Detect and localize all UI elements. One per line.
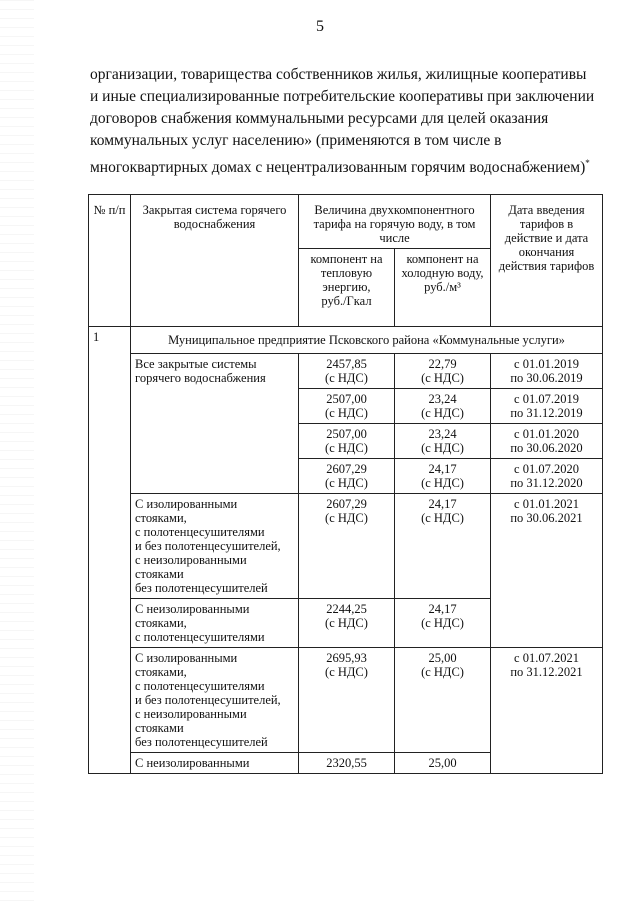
thermal-price: 2507,00 (с НДС): [299, 389, 395, 424]
scan-margin: [0, 0, 34, 905]
system-insulated: С изолированными стояками, с полотенцесушителями и без полотенцесушителей, с неизолированными стояками без полотенцесушителей: [131, 648, 299, 753]
tariff-table: [88, 194, 603, 774]
thermal-price: 2695,93 (с НДС): [299, 648, 395, 753]
system-insulated: С изолированными стояками, с полотенцесушителями и без полотенцесушителей, с неизолированными стояками без полотенцесушителей: [131, 494, 299, 599]
header-dates: Дата введения тарифов в действие и дата окончания действия тарифов: [491, 195, 603, 327]
organization-name: Муниципальное предприятие Псковского района «Коммунальные услуги»: [131, 327, 603, 354]
header-system: Закрытая система горячего водоснабжения: [131, 195, 299, 327]
intro-paragraph: [90, 64, 602, 179]
header-thermal: компонент на тепловую энергию, руб./Гкал: [299, 249, 395, 327]
organization-row: [89, 327, 603, 354]
cold-price: 24,17 (с НДС): [395, 494, 491, 599]
header-cold: компонент на холодную воду, руб./м³: [395, 249, 491, 327]
thermal-price: 2457,85 (с НДС): [299, 354, 395, 389]
intro-line-5: многоквартирных домах с нецентрализованным горячим водоснабжением)*: [90, 158, 590, 177]
footnote-mark: *: [585, 158, 590, 168]
cold-price: 23,24 (с НДС): [395, 389, 491, 424]
intro-line-3: договоров снабжения коммунальными ресурсами для целей оказания: [90, 110, 549, 127]
thermal-price: 2607,29 (с НДС): [299, 459, 395, 494]
page-number: 5: [316, 18, 324, 35]
table-row: [89, 494, 603, 599]
cold-price: 23,24 (с НДС): [395, 424, 491, 459]
system-uninsulated: С неизолированными стояками, с полотенцесушителями: [131, 599, 299, 648]
header-num: № п/п: [89, 195, 131, 327]
table-row: [89, 648, 603, 753]
thermal-price: 2320,55: [299, 753, 395, 774]
cold-price: 24,17 (с НДС): [395, 459, 491, 494]
table-header-row: [89, 195, 603, 249]
date-range: с 01.01.2020 по 30.06.2020: [491, 424, 603, 459]
intro-line-4: коммунальных услуг населению» (применяются в том числе в: [90, 132, 502, 149]
thermal-price: 2607,29 (с НДС): [299, 494, 395, 599]
system-uninsulated: С неизолированными: [131, 753, 299, 774]
cold-price: 22,79 (с НДС): [395, 354, 491, 389]
cold-price: 25,00 (с НДС): [395, 648, 491, 753]
intro-line-2: и иные специализированные потребительские кооперативы при заключении: [90, 88, 595, 105]
thermal-price: 2507,00 (с НДС): [299, 424, 395, 459]
thermal-price: 2244,25 (с НДС): [299, 599, 395, 648]
cold-price: 25,00: [395, 753, 491, 774]
cold-price: 24,17 (с НДС): [395, 599, 491, 648]
system-all: Все закрытые системы горячего водоснабжения: [131, 354, 299, 494]
date-range: с 01.01.2019 по 30.06.2019: [491, 354, 603, 389]
date-range: с 01.01.2021 по 30.06.2021: [491, 494, 603, 648]
date-range: с 01.07.2020 по 31.12.2020: [491, 459, 603, 494]
intro-line-1: организации, товарищества собственников жилья, жилищные кооперативы: [90, 66, 587, 83]
date-range: с 01.07.2021 по 31.12.2021: [491, 648, 603, 774]
table-row: [89, 354, 603, 389]
row-number: 1: [89, 327, 131, 774]
header-tariff: Величина двухкомпонентного тарифа на горячую воду, в том числе: [299, 195, 491, 249]
date-range: с 01.07.2019 по 31.12.2019: [491, 389, 603, 424]
